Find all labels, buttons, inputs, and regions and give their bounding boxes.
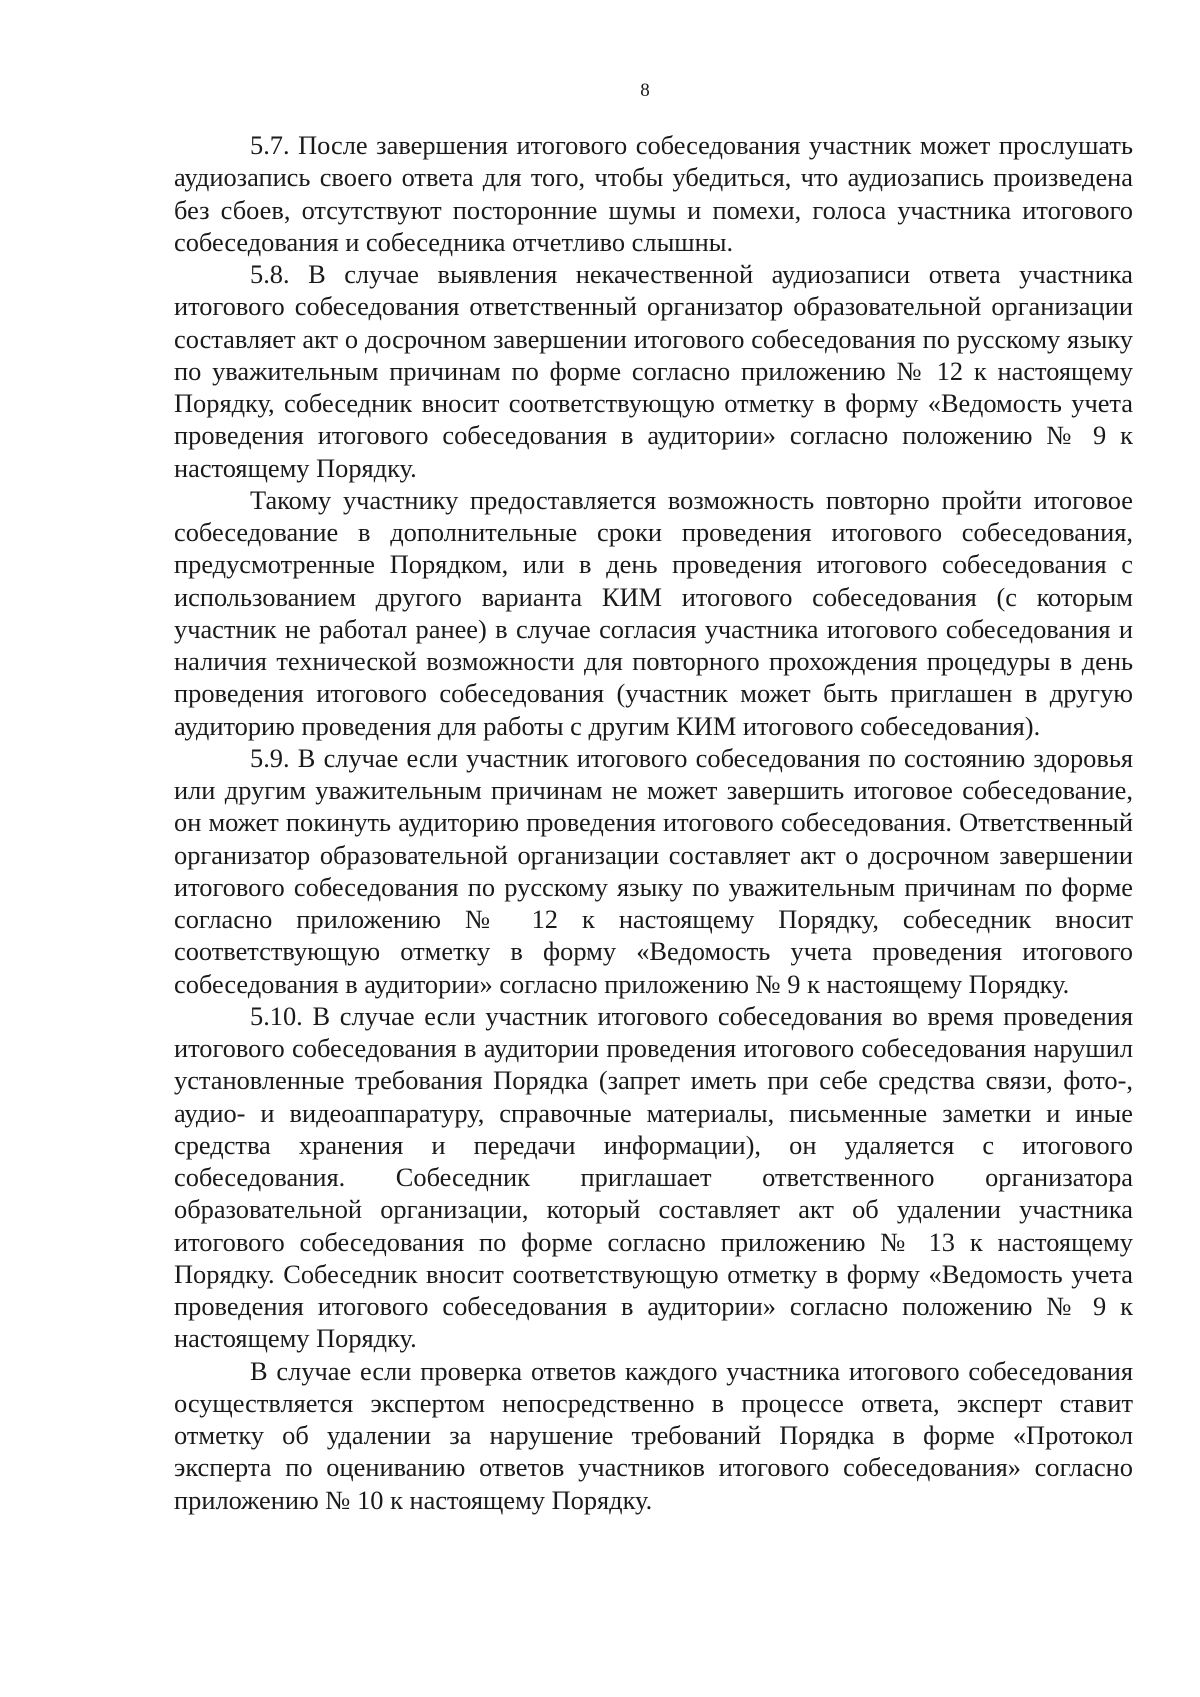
paragraph-5-10: 5.10. В случае если участник итогового собеседования во время проведения итогового собеседования в аудитории проведения итогового собеседования нарушил установленные требования Порядка (запрет иметь при себе средства связи, фото-, аудио- и видеоаппаратуру, справочные материалы, письменные заметки и иные средства хранения и передачи информации), он удаляется с итогового собеседования. Собеседник приглашает ответственного организатора образовательной организации, который составляет акт об удалении участника итогового собеседования по форме согласно приложению № 13 к настоящему Порядку. Собеседник вносит соответствующую отметку в форму «Ведомость учета проведения итогового собеседования в аудитории» согласно положению № 9 к настоящему Порядку. — [174, 1000, 1133, 1354]
paragraph-retake: Такому участнику предоставляется возможность повторно пройти итоговое собеседование в дополнительные сроки проведения итогового собеседования, предусмотренные Порядком, или в день проведения итогового собеседования с использованием другого варианта КИМ итогового собеседования (с которым участник не работал ранее) в случае согласия участника итогового собеседования и наличия технической возможности для повторного прохождения процедуры в день проведения итогового собеседования (участник может быть приглашен в другую аудиторию проведения для работы с другим КИМ итогового собеседования). — [174, 484, 1133, 741]
paragraph-5-8: 5.8. В случае выявления некачественной аудиозаписи ответа участника итогового собеседования ответственный организатор образовательной организации составляет акт о досрочном завершении итогового собеседования по русскому языку по уважительным причинам по форме согласно приложению № 12 к настоящему Порядку, собеседник вносит соответствующую отметку в форму «Ведомость учета проведения итогового собеседования в аудитории» согласно положению № 9 к настоящему Порядку. — [174, 259, 1133, 483]
paragraph-5-7: 5.7. После завершения итогового собеседования участник может прослушать аудиозапись своего ответа для того, чтобы убедиться, что аудиозапись произведена без сбоев, отсутствуют посторонние шумы и помехи, голоса участника итогового собеседования и собеседника отчетливо слышны. — [174, 130, 1133, 257]
paragraph-5-9: 5.9. В случае если участник итогового собеседования по состоянию здоровья или другим уважительным причинам не может завершить итоговое собеседование, он может покинуть аудиторию проведения итогового собеседования. Ответственный организатор образовательной организации составляет акт о досрочном завершении итогового собеседования по русскому языку по уважительным причинам по форме согласно приложению № 12 к настоящему Порядку, собеседник вносит соответствующую отметку в форму «Ведомость учета проведения итогового собеседования в аудитории» согласно приложению № 9 к настоящему Порядку. — [174, 742, 1133, 999]
page-number: 8 — [640, 80, 650, 101]
document-body — [174, 129, 1133, 1516]
paragraph-expert-check: В случае если проверка ответов каждого участника итогового собеседования осуществляется экспертом непосредственно в процессе ответа, эксперт ставит отметку об удалении за нарушение требований Порядка в форме «Протокол эксперта по оцениванию ответов участников итогового собеседования» согласно приложению № 10 к настоящему Порядку. — [174, 1355, 1133, 1515]
